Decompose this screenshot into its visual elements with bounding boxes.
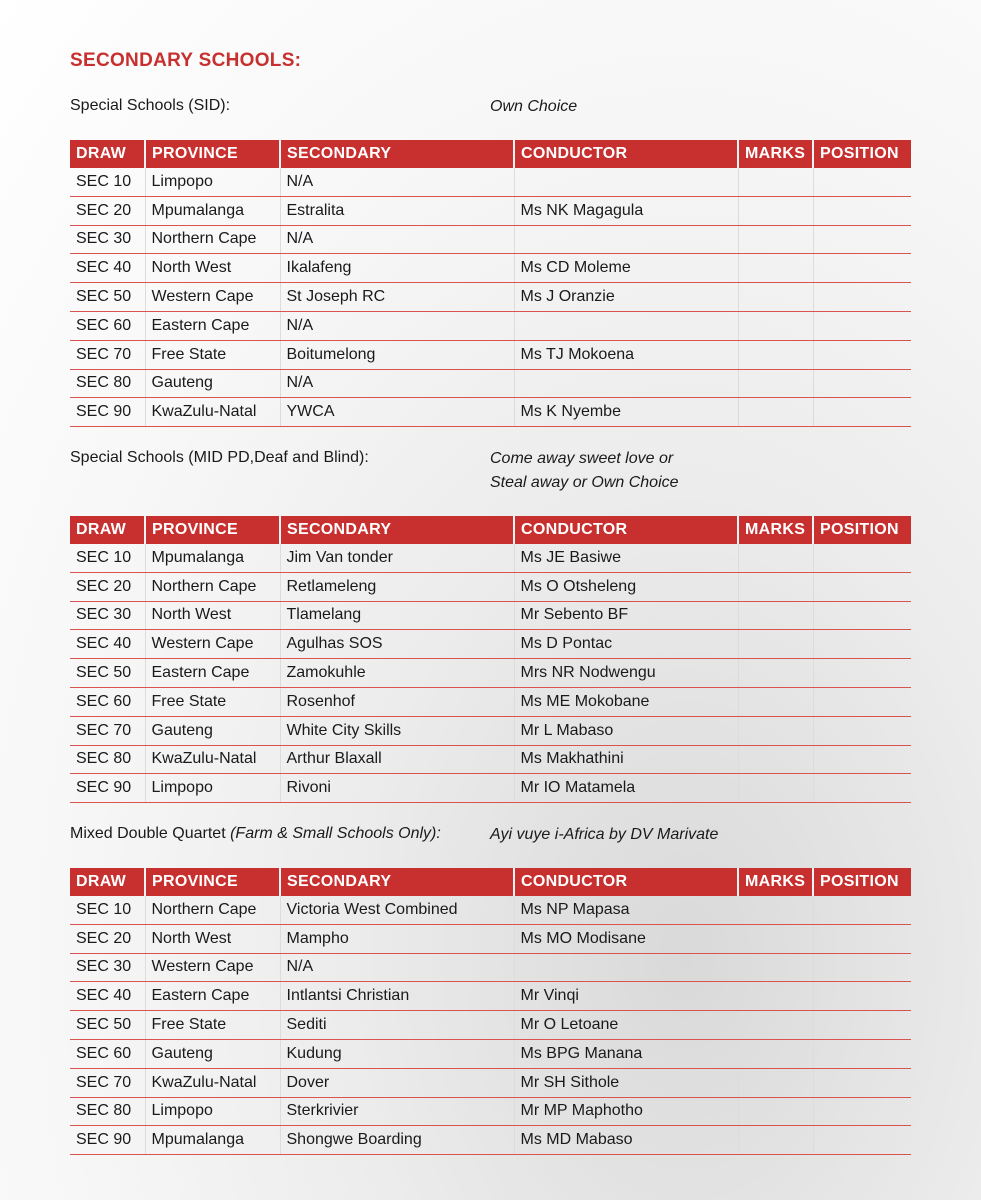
column-header-secondary: SECONDARY (280, 516, 514, 544)
table-row (70, 982, 911, 1011)
table-row (70, 1097, 911, 1126)
cell-position (813, 340, 911, 369)
cell-conductor: Ms O Otsheleng (514, 572, 738, 601)
cell-secondary: Agulhas SOS (280, 630, 514, 659)
table-row (70, 601, 911, 630)
cell-province: Northern Cape (145, 225, 280, 254)
cell-marks (738, 716, 813, 745)
cell-marks (738, 687, 813, 716)
cell-marks (738, 168, 813, 196)
cell-secondary: Intlantsi Christian (280, 982, 514, 1011)
cell-province: Limpopo (145, 1097, 280, 1126)
piece-line: Come away sweet love or (490, 450, 674, 467)
table-row (70, 687, 911, 716)
cell-conductor: Ms J Oranzie (514, 283, 738, 312)
cell-draw: SEC 20 (70, 572, 145, 601)
table-row (70, 745, 911, 774)
cell-draw: SEC 30 (70, 953, 145, 982)
cell-secondary: N/A (280, 311, 514, 340)
column-header-position: POSITION (813, 868, 911, 896)
cell-marks (738, 1039, 813, 1068)
cell-secondary: Kudung (280, 1039, 514, 1068)
piece-line: Steal away or Own Choice (490, 474, 679, 491)
cell-secondary: Rosenhof (280, 687, 514, 716)
cell-draw: SEC 20 (70, 924, 145, 953)
cell-province: KwaZulu-Natal (145, 398, 280, 427)
cell-draw: SEC 90 (70, 774, 145, 803)
cell-secondary: Zamokuhle (280, 659, 514, 688)
cell-draw: SEC 80 (70, 745, 145, 774)
cell-conductor (514, 953, 738, 982)
cell-marks (738, 369, 813, 398)
cell-secondary: Sediti (280, 1011, 514, 1040)
table-row (70, 1068, 911, 1097)
cell-province: KwaZulu-Natal (145, 745, 280, 774)
cell-marks (738, 572, 813, 601)
cell-draw: SEC 50 (70, 283, 145, 312)
cell-conductor: Ms MD Mabaso (514, 1126, 738, 1155)
page-title: SECONDARY SCHOOLS: (70, 50, 302, 71)
cell-draw: SEC 30 (70, 225, 145, 254)
cell-secondary: Boitumelong (280, 340, 514, 369)
cell-position (813, 896, 911, 924)
cell-secondary: YWCA (280, 398, 514, 427)
table-row (70, 572, 911, 601)
table-row (70, 716, 911, 745)
column-header-conductor: CONDUCTOR (514, 868, 738, 896)
cell-position (813, 601, 911, 630)
cell-position (813, 572, 911, 601)
table-row (70, 774, 911, 803)
cell-conductor: Mr Sebento BF (514, 601, 738, 630)
cell-draw: SEC 60 (70, 1039, 145, 1068)
draw-table-mdq (70, 868, 911, 1155)
table-row (70, 254, 911, 283)
cell-secondary: Sterkrivier (280, 1097, 514, 1126)
cell-province: Eastern Cape (145, 659, 280, 688)
cell-position (813, 225, 911, 254)
table-row (70, 1126, 911, 1155)
cell-position (813, 982, 911, 1011)
cell-conductor (514, 168, 738, 196)
cell-draw: SEC 10 (70, 896, 145, 924)
cell-position (813, 659, 911, 688)
table-row (70, 630, 911, 659)
cell-province: North West (145, 601, 280, 630)
section-piece-mid (490, 447, 679, 495)
cell-province: Mpumalanga (145, 1126, 280, 1155)
cell-conductor: Ms CD Moleme (514, 254, 738, 283)
cell-draw: SEC 80 (70, 369, 145, 398)
cell-conductor: Ms NK Magagula (514, 196, 738, 225)
cell-conductor: Mr L Mabaso (514, 716, 738, 745)
section-piece-mdq (490, 823, 718, 847)
cell-secondary: Shongwe Boarding (280, 1126, 514, 1155)
table-row (70, 953, 911, 982)
cell-province: Free State (145, 687, 280, 716)
table-row (70, 225, 911, 254)
table-row (70, 283, 911, 312)
cell-position (813, 311, 911, 340)
cell-secondary: N/A (280, 953, 514, 982)
cell-secondary: Jim Van tonder (280, 544, 514, 572)
cell-secondary: N/A (280, 225, 514, 254)
cell-province: Northern Cape (145, 896, 280, 924)
cell-position (813, 398, 911, 427)
cell-marks (738, 1011, 813, 1040)
cell-conductor: Mr Vinqi (514, 982, 738, 1011)
column-header-province: PROVINCE (145, 516, 280, 544)
cell-province: Eastern Cape (145, 982, 280, 1011)
cell-position (813, 953, 911, 982)
cell-marks (738, 398, 813, 427)
cell-province: North West (145, 924, 280, 953)
cell-conductor: Ms JE Basiwe (514, 544, 738, 572)
cell-conductor (514, 369, 738, 398)
cell-conductor: Mr IO Matamela (514, 774, 738, 803)
draw-table-sid (70, 140, 911, 427)
cell-secondary: St Joseph RC (280, 283, 514, 312)
section-label-main: Mixed Double Quartet (70, 825, 226, 842)
cell-marks (738, 774, 813, 803)
cell-province: Mpumalanga (145, 196, 280, 225)
table-row (70, 896, 911, 924)
piece-line: Ayi vuye i-Africa by DV Marivate (490, 826, 719, 843)
cell-conductor (514, 225, 738, 254)
cell-draw: SEC 40 (70, 254, 145, 283)
cell-draw: SEC 40 (70, 982, 145, 1011)
cell-secondary: Ikalafeng (280, 254, 514, 283)
column-header-draw: DRAW (70, 868, 145, 896)
table-row (70, 398, 911, 427)
table-row (70, 544, 911, 572)
cell-position (813, 1068, 911, 1097)
column-header-secondary: SECONDARY (280, 140, 514, 168)
cell-marks (738, 953, 813, 982)
column-header-conductor: CONDUCTOR (514, 140, 738, 168)
cell-draw: SEC 10 (70, 544, 145, 572)
cell-draw: SEC 70 (70, 1068, 145, 1097)
cell-conductor: Ms K Nyembe (514, 398, 738, 427)
cell-province: Western Cape (145, 953, 280, 982)
column-header-draw: DRAW (70, 516, 145, 544)
section-label-sid: Special Schools (SID): (70, 97, 231, 114)
cell-draw: SEC 60 (70, 311, 145, 340)
cell-draw: SEC 20 (70, 196, 145, 225)
section-label-mid: Special Schools (MID PD,Deaf and Blind): (70, 449, 369, 466)
cell-position (813, 630, 911, 659)
cell-secondary: Tlamelang (280, 601, 514, 630)
cell-province: Gauteng (145, 716, 280, 745)
cell-province: Western Cape (145, 283, 280, 312)
cell-conductor: Ms BPG Manana (514, 1039, 738, 1068)
piece-line: Own Choice (490, 98, 578, 115)
cell-province: Northern Cape (145, 572, 280, 601)
cell-conductor: Mrs NR Nodwengu (514, 659, 738, 688)
cell-conductor: Ms MO Modisane (514, 924, 738, 953)
table-row (70, 168, 911, 196)
cell-secondary: N/A (280, 168, 514, 196)
cell-draw: SEC 10 (70, 168, 145, 196)
cell-province: Gauteng (145, 1039, 280, 1068)
cell-position (813, 254, 911, 283)
cell-conductor: Mr O Letoane (514, 1011, 738, 1040)
cell-position (813, 687, 911, 716)
cell-position (813, 196, 911, 225)
section-label-note: (Farm & Small Schools Only): (230, 825, 441, 842)
cell-position (813, 774, 911, 803)
cell-province: Limpopo (145, 774, 280, 803)
table-row (70, 340, 911, 369)
section-piece-sid (490, 95, 577, 119)
table-row (70, 369, 911, 398)
cell-province: Limpopo (145, 168, 280, 196)
cell-province: KwaZulu-Natal (145, 1068, 280, 1097)
cell-draw: SEC 60 (70, 687, 145, 716)
column-header-conductor: CONDUCTOR (514, 516, 738, 544)
cell-secondary: Victoria West Combined (280, 896, 514, 924)
cell-draw: SEC 50 (70, 659, 145, 688)
cell-province: Free State (145, 340, 280, 369)
cell-secondary: Arthur Blaxall (280, 745, 514, 774)
cell-secondary: Estralita (280, 196, 514, 225)
cell-marks (738, 659, 813, 688)
column-header-secondary: SECONDARY (280, 868, 514, 896)
table-row (70, 924, 911, 953)
cell-position (813, 1097, 911, 1126)
cell-marks (738, 283, 813, 312)
cell-province: Free State (145, 1011, 280, 1040)
cell-marks (738, 196, 813, 225)
cell-marks (738, 982, 813, 1011)
cell-secondary: Mampho (280, 924, 514, 953)
cell-position (813, 924, 911, 953)
table-row (70, 659, 911, 688)
cell-draw: SEC 80 (70, 1097, 145, 1126)
cell-position (813, 369, 911, 398)
cell-draw: SEC 30 (70, 601, 145, 630)
cell-position (813, 745, 911, 774)
cell-conductor: Ms Makhathini (514, 745, 738, 774)
cell-conductor (514, 311, 738, 340)
cell-province: Eastern Cape (145, 311, 280, 340)
cell-province: Mpumalanga (145, 544, 280, 572)
table-row (70, 1011, 911, 1040)
cell-marks (738, 1068, 813, 1097)
table-row (70, 311, 911, 340)
cell-marks (738, 225, 813, 254)
cell-marks (738, 630, 813, 659)
table-header-row (70, 140, 911, 168)
cell-position (813, 1039, 911, 1068)
cell-secondary: Dover (280, 1068, 514, 1097)
column-header-marks: MARKS (738, 516, 813, 544)
cell-marks (738, 340, 813, 369)
cell-position (813, 544, 911, 572)
cell-draw: SEC 50 (70, 1011, 145, 1040)
cell-secondary: White City Skills (280, 716, 514, 745)
cell-marks (738, 745, 813, 774)
cell-marks (738, 896, 813, 924)
cell-conductor: Ms TJ Mokoena (514, 340, 738, 369)
cell-marks (738, 254, 813, 283)
column-header-province: PROVINCE (145, 140, 280, 168)
column-header-marks: MARKS (738, 868, 813, 896)
cell-province: Western Cape (145, 630, 280, 659)
draw-table-mid (70, 516, 911, 803)
cell-draw: SEC 90 (70, 1126, 145, 1155)
table-row (70, 1039, 911, 1068)
cell-position (813, 283, 911, 312)
cell-marks (738, 544, 813, 572)
cell-marks (738, 311, 813, 340)
cell-draw: SEC 40 (70, 630, 145, 659)
cell-marks (738, 1097, 813, 1126)
column-header-province: PROVINCE (145, 868, 280, 896)
cell-marks (738, 1126, 813, 1155)
cell-conductor: Mr MP Maphotho (514, 1097, 738, 1126)
cell-conductor: Ms ME Mokobane (514, 687, 738, 716)
table-header-row (70, 516, 911, 544)
cell-draw: SEC 70 (70, 716, 145, 745)
cell-draw: SEC 90 (70, 398, 145, 427)
column-header-marks: MARKS (738, 140, 813, 168)
table-row (70, 196, 911, 225)
cell-conductor: Mr SH Sithole (514, 1068, 738, 1097)
cell-province: Gauteng (145, 369, 280, 398)
cell-marks (738, 601, 813, 630)
cell-conductor: Ms D Pontac (514, 630, 738, 659)
cell-conductor: Ms NP Mapasa (514, 896, 738, 924)
cell-secondary: Rivoni (280, 774, 514, 803)
cell-marks (738, 924, 813, 953)
column-header-position: POSITION (813, 516, 911, 544)
column-header-draw: DRAW (70, 140, 145, 168)
cell-position (813, 168, 911, 196)
table-header-row (70, 868, 911, 896)
section-label-mdq (70, 825, 441, 843)
cell-position (813, 1011, 911, 1040)
cell-secondary: N/A (280, 369, 514, 398)
cell-position (813, 1126, 911, 1155)
cell-secondary: Retlameleng (280, 572, 514, 601)
column-header-position: POSITION (813, 140, 911, 168)
cell-position (813, 716, 911, 745)
cell-province: North West (145, 254, 280, 283)
cell-draw: SEC 70 (70, 340, 145, 369)
